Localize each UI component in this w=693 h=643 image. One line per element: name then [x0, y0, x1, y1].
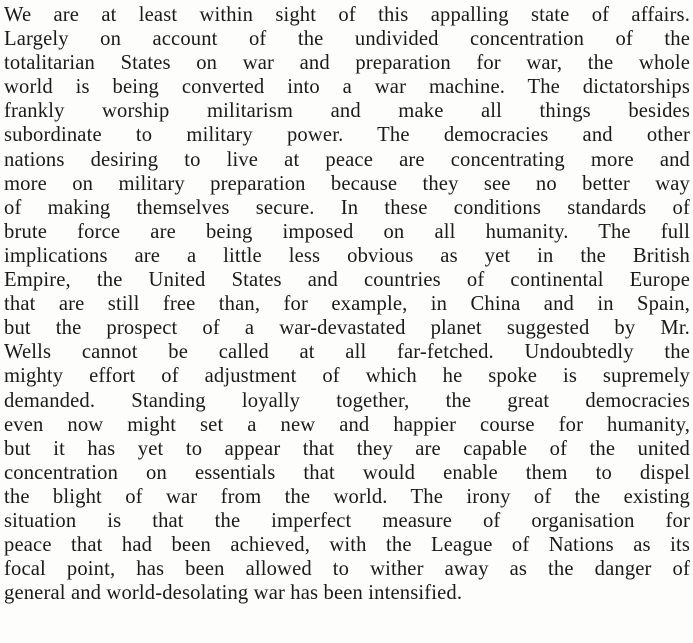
article-line: situation is that the imperfect measure of organisation for — [4, 509, 690, 532]
article-line: Wells cannot be called at all far-fetched. Undoubtedly the — [4, 341, 690, 364]
article-line: Empire, the United States and countries of continental Europe — [4, 269, 690, 292]
article-line: mighty effort of adjustment of which he spoke is supremely — [4, 365, 690, 388]
article-line: demanded. Standing loyally together, the great democracies — [4, 389, 690, 412]
article-line: more on military preparation because they see no better way — [4, 172, 690, 195]
article-line: brute force are being imposed on all humanity. The full — [4, 220, 690, 243]
article-line: frankly worship militarism and make all things besides — [4, 100, 690, 123]
article-line: the blight of war from the world. The irony of the existing — [4, 485, 690, 508]
article-line: even now might set a new and happier course for humanity, — [4, 413, 690, 436]
article-line: but the prospect of a war-devastated planet suggested by Mr. — [4, 317, 690, 340]
article-line: implications are a little less obvious as yet in the British — [4, 244, 690, 267]
article-line: We are at least within sight of this appalling state of affairs. — [4, 4, 690, 26]
article-line: totalitarian States on war and preparation for war, the whole — [4, 52, 690, 75]
article-line-last: general and world-desolating war has been intensified. — [4, 582, 463, 605]
article-line: world is being converted into a war machine. The dictatorships — [4, 76, 690, 99]
article-line: concentration on essentials that would enable them to dispel — [4, 461, 690, 484]
article-line: that are still free than, for example, in China and in Spain, — [4, 293, 690, 316]
article-line: nations desiring to live at peace are concentrating more and — [4, 148, 690, 171]
article-line: focal point, has been allowed to wither away as the danger of — [4, 558, 690, 581]
article-line: of making themselves secure. In these conditions standards of — [4, 196, 690, 219]
article-line: subordinate to military power. The democracies and other — [4, 124, 690, 147]
article-line: but it has yet to appear that they are capable of the united — [4, 437, 690, 460]
article-line: peace that had been achieved, with the League of Nations as its — [4, 534, 690, 557]
article-line: Largely on account of the undivided concentration of the — [4, 28, 690, 51]
